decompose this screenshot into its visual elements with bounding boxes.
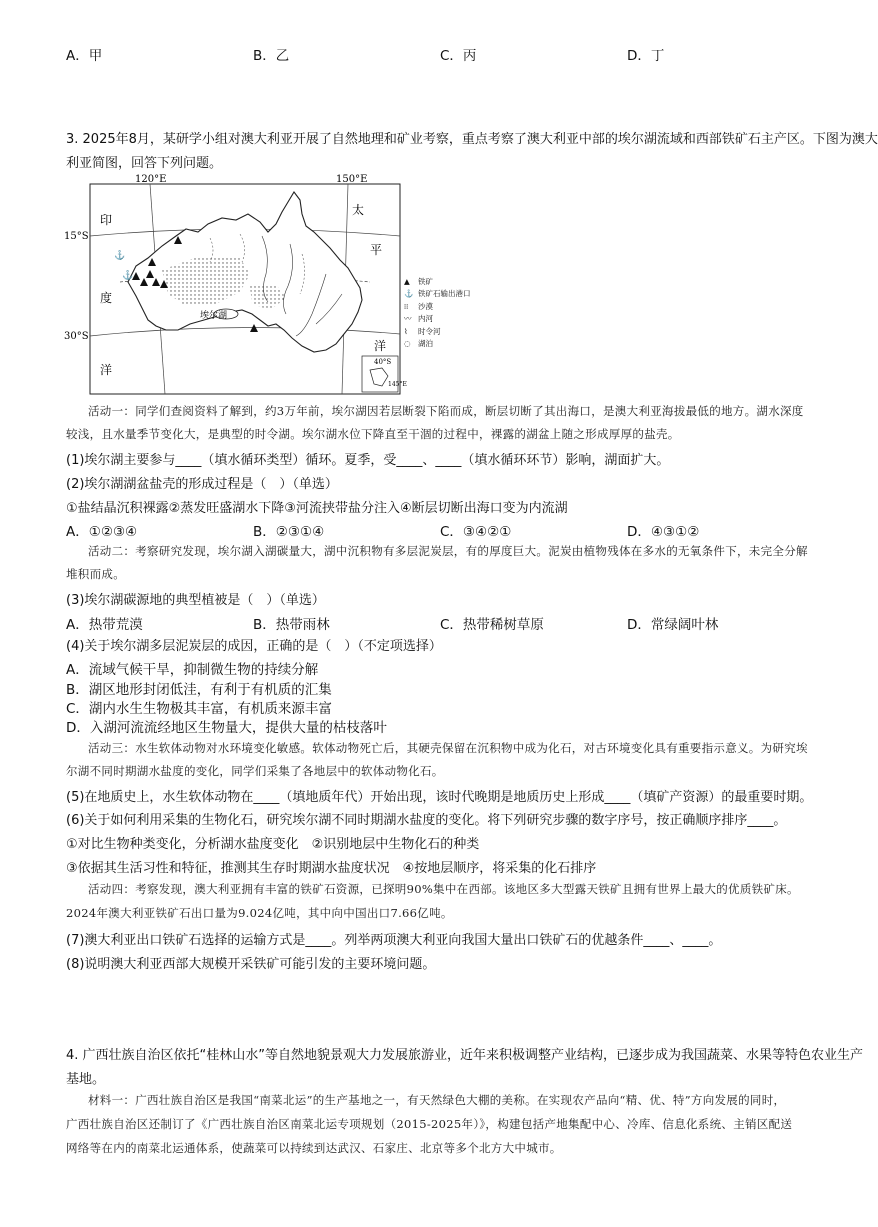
option-a: A．甲	[66, 48, 103, 64]
river-icon: 〰	[404, 314, 412, 324]
svg-text:平: 平	[370, 243, 383, 257]
q3-2-steps: ①盐结晶沉积裸露②蒸发旺盛湖水下降③河流挟带盐分注入④断层切断出海口变为内流湖	[66, 501, 568, 516]
svg-text:⚓: ⚓	[114, 251, 126, 261]
map-legend	[404, 276, 471, 350]
option-c: C．丙	[440, 48, 477, 64]
lake-icon: ◌	[404, 339, 411, 349]
legend-desert: ⁞⁞ 沙漠	[404, 301, 471, 313]
q3-6-steps-a: ①对比生物种类变化，分析湖水盐度变化 ②识别地层中生物化石的种类	[66, 837, 480, 852]
q3-2-option-d: D．④③①②	[627, 524, 700, 540]
q3-2-option-a: A．①②③④	[66, 524, 138, 540]
lat-label-30: 30°S	[64, 331, 89, 342]
material1-line3: 网络等在内的南菜北运通体系，使蔬菜可以持续到达武汉、石家庄、北京等多个北方大中城市。	[66, 1141, 562, 1155]
q3-4-option-d: D．入湖河流流经地区生物量大，提供大量的枯枝落叶	[66, 720, 387, 736]
activity2-line1: 活动二：考察研究发现，埃尔湖入湖碳量大，湖中沉积物有多层泥炭层，有的厚度巨大。泥炭由植物残体在多水的无氧条件下，未完全分解	[88, 544, 808, 558]
material1-line2: 广西壮族自治区还制订了《广西壮族自治区南菜北运专项规划（2015-2025年）》，构建包括产地集配中心、冷库、信息化系统、主销区配送	[66, 1117, 793, 1131]
q3-4-option-b: B．湖区地形封闭低洼，有利于有机质的汇集	[66, 682, 332, 698]
triangle-icon: ▲	[404, 277, 410, 286]
legend-port: ⚓ 铁矿石输出港口	[404, 288, 471, 300]
svg-text:洋: 洋	[100, 363, 113, 377]
option-d: D．丁	[627, 48, 665, 64]
australia-map	[64, 174, 407, 396]
q3-7: (7)澳大利亚出口铁矿石选择的运输方式是____。列举两项澳大利亚向我国大量出口铁矿石的优越条件____、____。	[66, 933, 722, 948]
legend-lake: ◌ 湖泊	[404, 338, 471, 350]
svg-text:洋: 洋	[374, 339, 387, 353]
q3-3: (3)埃尔湖碳源地的典型植被是（ ）（单选）	[66, 593, 325, 608]
q3-3-option-d: D．常绿阔叶林	[627, 617, 719, 633]
q3-4-option-a: A．流域气候干旱，抑制微生物的持续分解	[66, 662, 319, 678]
activity1-line2: 较浅，且水量季节变化大，是典型的时令湖。埃尔湖水位下降直至干涸的过程中，裸露的湖盆上随之形成厚厚的盐壳。	[66, 427, 680, 441]
svg-text:度: 度	[100, 291, 113, 305]
q3-1: (1)埃尔湖主要参与____（填水循环类型）循环。夏季，受____、____（填水循环环节）影响，湖面扩大。	[66, 453, 670, 468]
lake-eyre-label: 埃尔湖	[200, 311, 228, 321]
anchor-icon: ⚓	[404, 289, 414, 299]
activity3-line1: 活动三：水生软体动物对水环境变化敏感。软体动物死亡后，其硬壳保留在沉积物中成为化石，对古环境变化具有重要指示意义。为研究埃	[88, 741, 808, 755]
q3-intro-line1: 3. 2025年8月，某研学小组对澳大利亚开展了自然地理和矿业考察，重点考察了澳大利亚中部的埃尔湖流域和西部铁矿石主产区。下图为澳大	[66, 132, 878, 147]
q3-3-option-c: C．热带稀树草原	[440, 617, 544, 633]
activity1-line1: 活动一：同学们查阅资料了解到，约3万年前，埃尔湖因若层断裂下陷而成，断层切断了其出海口，是澳大利亚海拔最低的地方。湖水深度	[88, 404, 804, 418]
q3-5: (5)在地质史上，水生软体动物在____（填地质年代）开始出现，该时代晚期是地质历史上形成____（填矿产资源）的最重要时期。	[66, 790, 813, 805]
activity2-line2: 堆积而成。	[66, 567, 125, 581]
q3-intro-line2: 利亚简图，回答下列问题。	[66, 156, 223, 171]
legend-seasonal-river: ⌇ 时令河	[404, 326, 471, 338]
q3-6-steps-b: ③依据其生活习性和特征，推测其生存时期湖水盐度状况 ④按地层顺序，将采集的化石排序	[66, 861, 597, 876]
lon-label-150: 150°E	[336, 174, 368, 185]
q4-intro-line1: 4. 广西壮族自治区依托“桂林山水”等自然地貌景观大力发展旅游业，近年来积极调整产业结构，已逐步成为我国蔬菜、水果等特色农业生产	[66, 1048, 864, 1063]
legend-river: 〰 内河	[404, 313, 471, 325]
activity3-line2: 尔湖不同时期湖水盐度的变化，同学们采集了各地层中的软体动物化石。	[66, 764, 444, 778]
q3-4: (4)关于埃尔湖多层泥炭层的成因，正确的是（ ）（不定项选择）	[66, 639, 442, 654]
option-b: B．乙	[253, 48, 290, 64]
material1-line1: 材料一：广西壮族自治区是我国“南菜北运”的生产基地之一，有天然绿色大棚的美称。在实现农产品向“精、优、特”方向发展的同时，	[88, 1093, 786, 1107]
lat-label-15: 15°S	[64, 231, 89, 242]
legend-iron-ore: ▲ 铁矿	[404, 276, 471, 288]
q4-intro-line2: 基地。	[66, 1072, 106, 1087]
q3-4-option-c: C．湖内水生生物极其丰富，有机质来源丰富	[66, 701, 332, 717]
lon-label-120: 120°E	[135, 174, 167, 185]
svg-text:印: 印	[100, 213, 113, 227]
desert-icon: ⁞⁞	[404, 301, 409, 311]
q3-3-option-a: A．热带荒漠	[66, 617, 143, 633]
svg-text:太: 太	[352, 203, 365, 217]
q3-6: (6)关于如何利用采集的生物化石，研究埃尔湖不同时期湖水盐度的变化。将下列研究步骤的数字序号，按正确顺序排序____。	[66, 813, 787, 828]
activity4-line2: 2024年澳大利亚铁矿石出口量为9.024亿吨，其中向中国出口7.66亿吨。	[66, 906, 453, 920]
svg-text:40°S: 40°S	[374, 358, 392, 366]
q3-8: (8)说明澳大利亚西部大规模开采铁矿可能引发的主要环境问题。	[66, 957, 436, 972]
seasonal-river-icon: ⌇	[404, 326, 408, 336]
svg-text:⚓: ⚓	[122, 271, 134, 281]
q3-2: (2)埃尔湖湖盆盐壳的形成过程是（ ）（单选）	[66, 477, 338, 492]
activity4-line1: 活动四：考察发现，澳大利亚拥有丰富的铁矿石资源，已探明90%集中在西部。该地区多大型露天铁矿且拥有世界上最大的优质铁矿床。	[88, 882, 799, 896]
svg-text:145°E: 145°E	[388, 381, 407, 388]
q3-3-option-b: B．热带雨林	[253, 617, 330, 633]
q3-2-option-b: B．②③①④	[253, 524, 325, 540]
q3-2-option-c: C．③④②①	[440, 524, 512, 540]
